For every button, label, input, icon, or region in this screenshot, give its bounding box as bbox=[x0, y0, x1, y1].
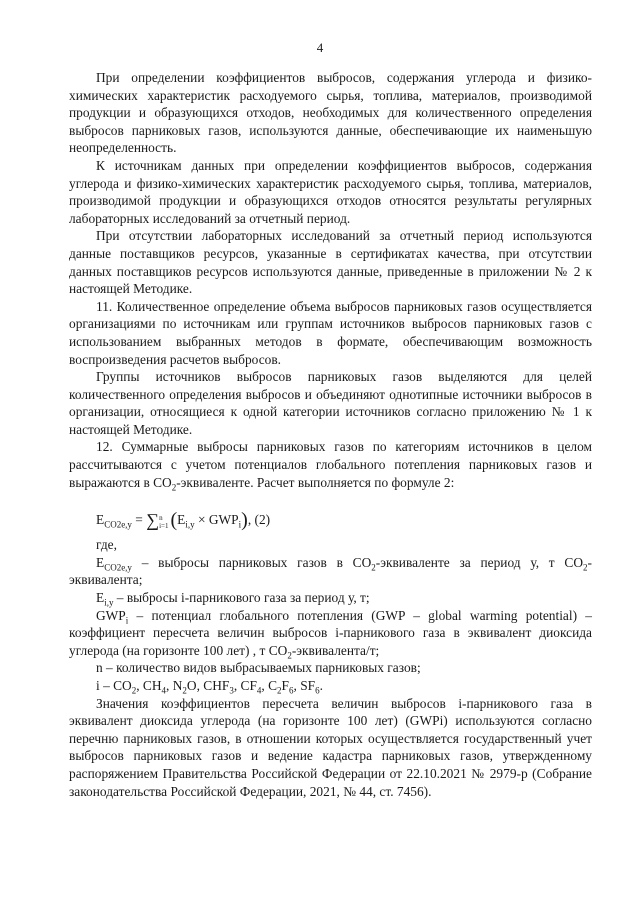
text-run: -эквивалента; bbox=[69, 554, 592, 588]
text-run: O, CHF bbox=[186, 678, 230, 693]
where-label: где, bbox=[96, 537, 117, 553]
upper-limit: n bbox=[159, 514, 163, 523]
subscript: 6 bbox=[289, 685, 294, 696]
formula-symbol: E bbox=[96, 590, 105, 606]
subscript: 2 bbox=[171, 482, 177, 493]
text-run: -эквиваленте за период у, т CO bbox=[375, 554, 584, 570]
document-body bbox=[69, 69, 592, 800]
formula-symbol: E bbox=[96, 512, 105, 528]
text-run: , C bbox=[261, 678, 278, 693]
definition bbox=[69, 677, 592, 695]
sum-limits bbox=[159, 514, 168, 530]
subscript: i bbox=[238, 519, 242, 530]
subscript: 3 bbox=[229, 685, 234, 696]
subscript: 6 bbox=[315, 685, 320, 696]
subscript: 2 bbox=[287, 650, 292, 661]
subscript: 2 bbox=[182, 685, 187, 696]
text-run: 12. Суммарные выбросы парниковых газов по категориям источников в целом рассчитываются с учетом потенциалов глобального потепления парниковых газов и выражаются в CO bbox=[69, 439, 592, 490]
subscript: 2 bbox=[277, 685, 282, 696]
subscript: 2 bbox=[583, 562, 588, 573]
paragraph: При отсутствии лабораторных исследований за отчетный период используются данные поставщиков ресурсов, указанные в сертификатах качества, при отсутствии данных поставщиков ресурсов используются данные, приведенные в приложении № 2 к настоящей Методике. bbox=[69, 228, 592, 297]
formula-paren: ( bbox=[170, 509, 178, 532]
formula-symbol: GWP bbox=[96, 607, 126, 623]
text-run: . bbox=[319, 678, 323, 693]
subscript: 4 bbox=[161, 685, 167, 696]
paragraph: Группы источников выбросов парниковых газов выделяются для целей количественного определения выбросов и объединяют однотипные источники выбросов в организации, относящиеся к одной категории источников согласно приложению № 1 к настоящей Методике. bbox=[69, 369, 592, 437]
subscript: 4 bbox=[256, 685, 262, 696]
text-run: – выбросы парниковых газов в CO bbox=[131, 554, 372, 570]
page-number: 4 bbox=[316, 40, 324, 55]
subscript: i bbox=[125, 615, 129, 626]
formula-operator: = bbox=[135, 512, 143, 528]
formula-operator: × bbox=[197, 512, 206, 528]
text-run: F bbox=[281, 678, 289, 693]
text-run: , N bbox=[166, 678, 183, 693]
formula-number: , (2) bbox=[247, 512, 271, 528]
text-run: , CF bbox=[233, 678, 257, 693]
text-run: , SF bbox=[293, 678, 316, 693]
paragraph: К источникам данных при определении коэффициентов выбросов, содержания углерода и физико-химических характеристик расходуемого сырья, топлива, материалов, производимой продукции и образующихся отходов относятся результаты регулярных лабораторных исследований за отчетный период. bbox=[69, 157, 592, 226]
paragraph: Значения коэффициентов пересчета величин выбросов i-парникового газа в эквивалент диоксида углерода (на горизонте 100 лет) (GWPi) используются согласно перечню парниковых газов, в отношении которых осуществляется государственный учет выбросов парниковых газов и ведение кадастра парниковых газов, утвержденному распоряжением Правительства Российской Федерации от 22.10.2021 № 2979-р (Собрание законодательства Российской Федерации, 2021, № 44, ст. 7456). bbox=[69, 695, 592, 799]
text-run: -эквивалента/т; bbox=[291, 642, 380, 658]
formula-symbol: E bbox=[177, 512, 186, 528]
definition bbox=[69, 554, 592, 589]
paragraph: При определении коэффициентов выбросов, содержания углерода и физико-химических характеристик расходуемого сырья, топлива, материалов, производимой продукции и образующихся отходов, необходимых для количественного определения выбросов парниковых газов, используются данные, обеспечивающие их наименьшую неопределенность. bbox=[69, 70, 592, 156]
formula-2 bbox=[96, 511, 592, 530]
sum-symbol: ∑ bbox=[146, 510, 160, 531]
formula-symbol: E bbox=[96, 554, 105, 570]
lower-limit: i=1 bbox=[159, 522, 169, 531]
subscript: CO2e,y bbox=[104, 519, 132, 530]
text-run: -эквиваленте. Расчет выполняется по формуле 2: bbox=[176, 474, 455, 490]
formula-paren: ) bbox=[241, 509, 248, 532]
paragraph: 11. Количественное определение объема выбросов парниковых газов осуществляется организациями по источникам или группам источников выбросов парниковых газов с использованием выбранных методов в формате, обеспечивающим возможность воспроизведения расчетов выбросов. bbox=[69, 298, 592, 367]
subscript: i,y bbox=[185, 519, 195, 530]
formula-symbol: GWP bbox=[208, 512, 239, 528]
definition: n – количество видов выбрасываемых парниковых газов; bbox=[96, 660, 421, 676]
text-run: i – CO bbox=[96, 678, 132, 693]
text-run: – выбросы i-парникового газа за период у, т; bbox=[113, 590, 370, 606]
subscript: i,y bbox=[104, 597, 114, 608]
definition bbox=[69, 607, 592, 660]
subscript: CO2e,y bbox=[104, 562, 132, 573]
paragraph bbox=[69, 438, 592, 491]
subscript: 2 bbox=[131, 685, 137, 696]
text-run: – потенциал глобального потепления (GWP – global warming potential) – коэффициент пересчета величин выбросов i-парникового газа в эквивалент диоксида углерода (на горизонте 100 лет) , т CO bbox=[69, 607, 592, 658]
subscript: 2 bbox=[371, 562, 376, 573]
text-run: , CH bbox=[136, 678, 162, 693]
definition bbox=[69, 589, 592, 607]
